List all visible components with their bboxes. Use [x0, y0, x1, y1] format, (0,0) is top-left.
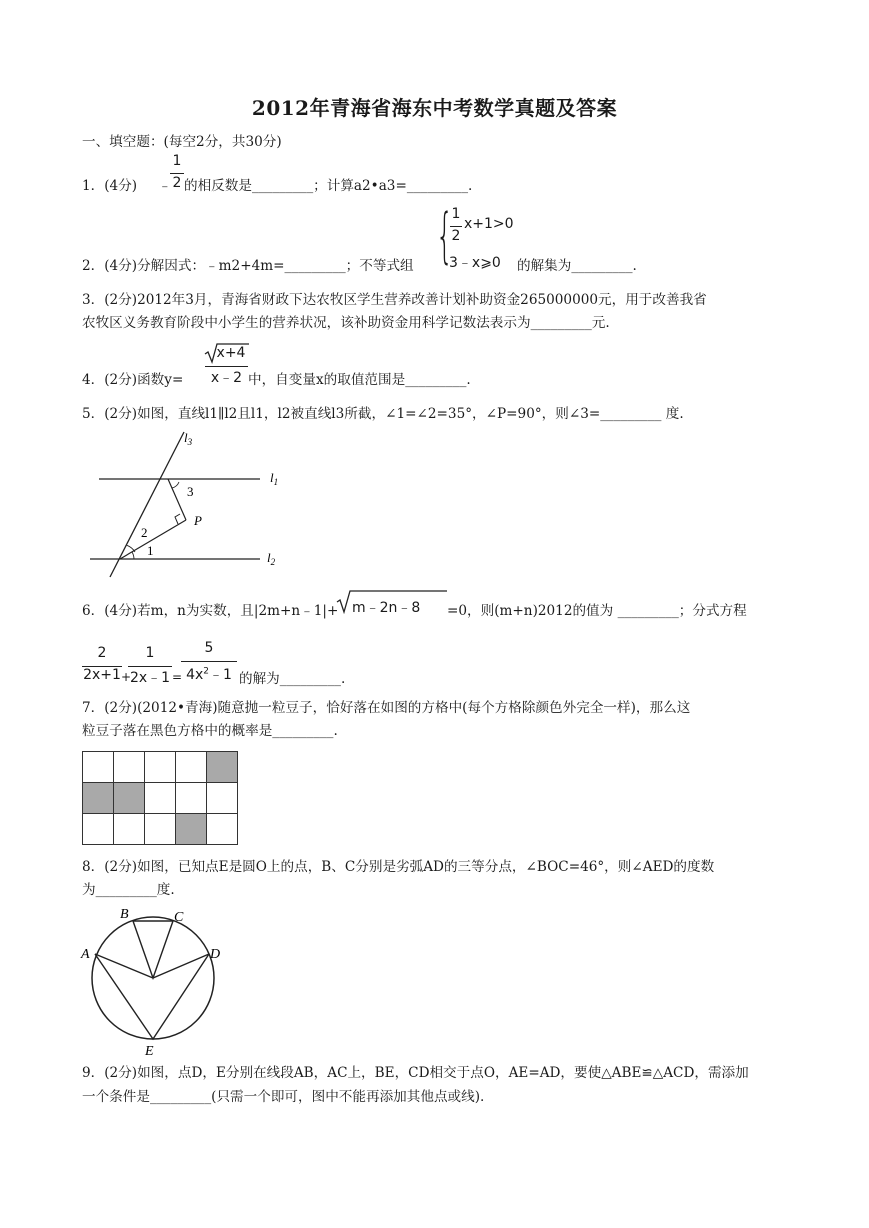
q6-tail: 的解为_________.: [239, 671, 346, 687]
grid-cell-light: [83, 814, 114, 845]
q8-circle-figure: [78, 902, 228, 1060]
label-p: P: [194, 513, 202, 528]
grid-cell-light: [83, 752, 114, 783]
q2-ineq1-den: 2: [451, 228, 461, 244]
q5-figure: [80, 428, 300, 580]
label-angle1: 1: [147, 543, 154, 558]
probability-grid: [82, 751, 238, 845]
grid-row: [83, 783, 238, 814]
q6-f1-den: 2x+1: [83, 667, 121, 683]
q3-line1: 3．(2分)2012年3月，青海省财政下达农牧区学生营养改善计划补助资金265000000元，用于改善我省: [82, 292, 707, 308]
grid-cell-dark: [176, 814, 207, 845]
grid-cell-light: [207, 783, 238, 814]
grid-cell-light: [145, 783, 176, 814]
q2-ineq1-bar: [450, 226, 462, 227]
q6-f2-den: 2x﹣1: [129, 670, 171, 686]
label-c: C: [174, 910, 184, 925]
q6-prefix: 6．(4分)若m，n为实数，且|2m+n﹣1|+: [82, 603, 339, 619]
label-l1: $l_1$: [270, 470, 279, 487]
grid-row: [83, 814, 238, 845]
q4-den: x﹣2: [210, 370, 243, 386]
grid-cell-light: [176, 783, 207, 814]
right-angle-mark: [175, 514, 180, 524]
q2-ineq1-rest: x+1>0: [464, 216, 514, 232]
q4-suffix: 中，自变量x的取值范围是_________.: [248, 372, 471, 388]
q4-prefix: 4．(2分)函数y=: [82, 372, 184, 388]
q9-line2: 一个条件是_________(只需一个即可，图中不能再添加其他点或线).: [82, 1089, 485, 1105]
q7-line1: 7．(2分)(2012•青海)随意抛一粒豆子，恰好落在如图的方格中(每个方格除颜色外完全一样)，那么这: [82, 700, 691, 716]
q1-frac-num: 1: [172, 153, 182, 169]
q2-brace: {: [436, 201, 454, 271]
q1-frac-bar: [170, 173, 184, 174]
q6-f3-bar: [181, 661, 237, 662]
q6-f2-num: 1: [145, 645, 155, 661]
q3-line2: 农牧区义务教育阶段中小学生的营养状况，该补助资金用科学记数法表示为_________元.: [82, 315, 610, 331]
grid-cell-light: [176, 752, 207, 783]
q4-num: x+4: [216, 345, 246, 361]
q1-prefix: 1．(4分): [82, 178, 138, 194]
grid-row: [83, 752, 238, 783]
q7-line2: 粒豆子落在黑色方格中的概率是_________.: [82, 723, 338, 739]
radii-bo-oc: [133, 921, 173, 978]
grid-cell-dark: [114, 783, 145, 814]
q8-line2: 为_________度.: [82, 882, 175, 898]
angle3-arc: [172, 482, 179, 488]
q5-text: 5．(2分)如图，直线l1∥l2且l1，l2被直线l3所截，∠1=∠2=35°，∠P=90°，则∠3=_________ 度.: [82, 406, 684, 422]
q2-ineq1-num: 1: [451, 206, 461, 222]
q1-frac-den: 2: [172, 175, 182, 191]
label-angle3: 3: [187, 484, 194, 499]
label-angle2: 2: [141, 525, 148, 540]
label-l3: $l_3$: [184, 430, 193, 447]
q2-ineq2: 3﹣x⩾0: [449, 255, 501, 271]
q2-suffix: 的解集为_________.: [517, 258, 637, 274]
q6-f3-num: 5: [204, 640, 214, 656]
label-d: D: [210, 947, 221, 962]
q9-line1: 9．(2分)如图，点D，E分别在线段AB，AC上，BE，CD相交于点O，AE=AD，要使△ABE≌△ACD，需添加: [82, 1065, 749, 1081]
label-b: B: [120, 907, 129, 922]
grid-cell-light: [207, 814, 238, 845]
q6-f3-den: $4x^2﹣1$: [186, 666, 232, 683]
q6-sqrt-content: m﹣2n﹣8: [352, 600, 421, 616]
q6-suffix: =0，则(m+n)2012的值为 _________；分式方程: [447, 603, 747, 619]
grid-cell-light: [145, 814, 176, 845]
grid-cell-light: [114, 814, 145, 845]
q2-text: 2．(4分)分解因式：﹣m2+4m=_________；不等式组: [82, 258, 414, 274]
q6-eq: =: [172, 670, 183, 684]
q1-text: 的相反数是_________；计算a2•a3=_________.: [184, 178, 473, 194]
grid-cell-light: [145, 752, 176, 783]
grid-cell-light: [114, 752, 145, 783]
grid-cell-dark: [83, 783, 114, 814]
q8-line1: 8．(2分)如图，已知点E是圆O上的点，B、C分别是劣弧AD的三等分点，∠BOC=46°，则∠AED的度数: [82, 859, 715, 875]
q6-plus: +: [121, 670, 132, 684]
page-title: 2012年青海省海东中考数学真题及答案: [251, 96, 618, 120]
q6-f1-num: 2: [97, 645, 107, 661]
section-heading: 一、填空题：(每空2分，共30分): [82, 134, 282, 150]
q1-minus: ﹣: [158, 178, 172, 194]
grid-cell-dark: [207, 752, 238, 783]
label-a: A: [81, 947, 90, 962]
angle1-arc: [132, 552, 134, 559]
label-l2: $l_2$: [267, 550, 276, 567]
label-e: E: [145, 1044, 154, 1059]
chords-ae-ed: [95, 954, 209, 1039]
